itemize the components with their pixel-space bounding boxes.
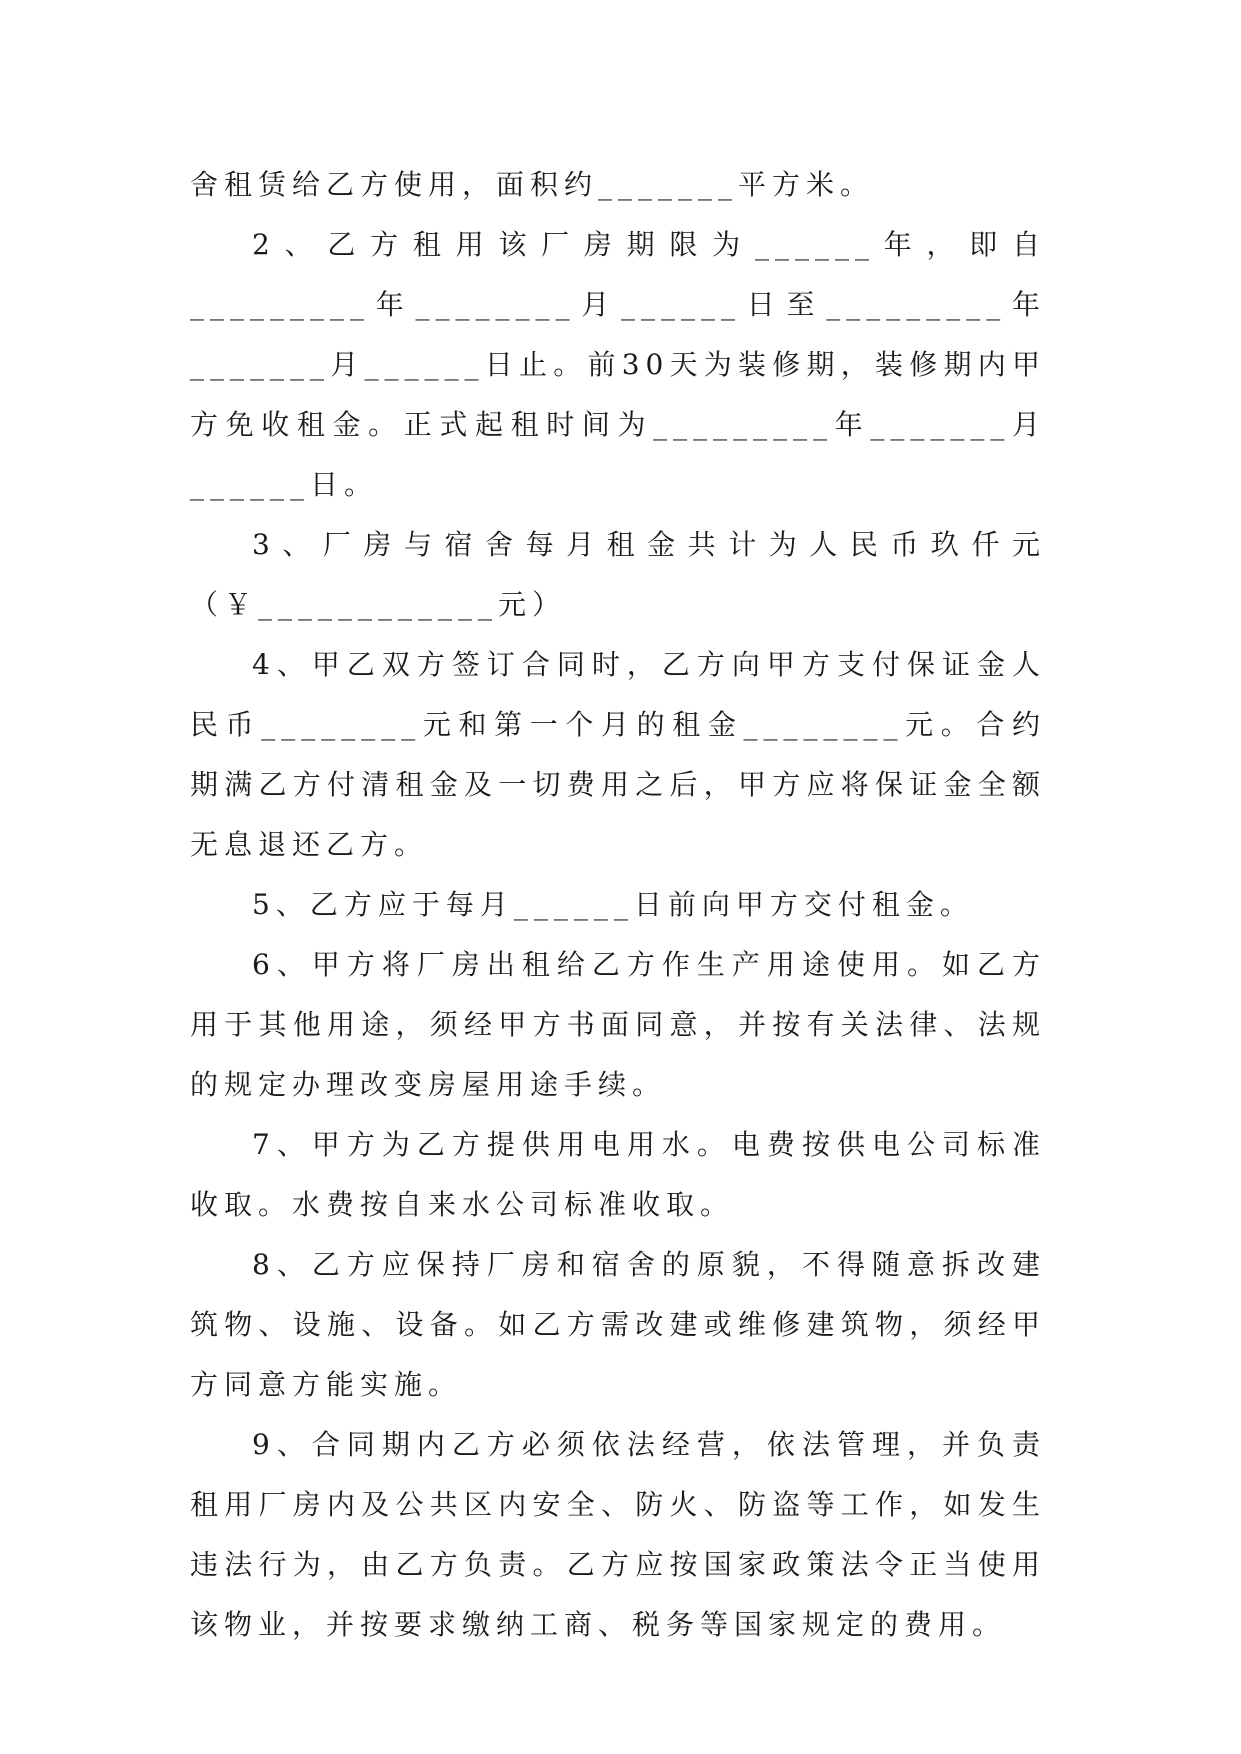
paragraph-continuation: 舍租赁给乙方使用，面积约_______平方米。 — [190, 168, 875, 201]
paragraph-clause-8: 8、乙方应保持厂房和宿舍的原貌，不得随意拆改建筑物、设施、设备。如乙方需改建或维修建筑物，须经甲方同意方能实施。 — [190, 1248, 1046, 1401]
paragraph-clause-2: 2、乙方租用该厂房期限为______年，即自_________年________月______日至_________年_______月______日止。前30天为装修期，装修期内甲方免收租金。正式起租时间为_________年_______月______日。 — [190, 228, 1046, 501]
paragraph-clause-7: 7、甲方为乙方提供用电用水。电费按供电公司标准收取。水费按自来水公司标准收取。 — [190, 1128, 1046, 1221]
paragraph-clause-5: 5、乙方应于每月______日前向甲方交付租金。 — [252, 888, 974, 921]
paragraph-clause-4: 4、甲乙双方签订合同时，乙方向甲方支付保证金人民币________元和第一个月的租金________元。合约期满乙方付清租金及一切费用之后，甲方应将保证金全额无息退还乙方。 — [190, 648, 1046, 861]
paragraph-clause-3: 3、厂房与宿舍每月租金共计为人民币玖仟元（￥____________元） — [190, 528, 1046, 621]
document-body — [190, 155, 1046, 1655]
paragraph-clause-9: 9、合同期内乙方必须依法经营，依法管理，并负责租用厂房内及公共区内安全、防火、防盗等工作，如发生违法行为，由乙方负责。乙方应按国家政策法令正当使用该物业，并按要求缴纳工商、税务等国家规定的费用。 — [190, 1428, 1046, 1641]
paragraph-clause-6: 6、甲方将厂房出租给乙方作生产用途使用。如乙方用于其他用途，须经甲方书面同意，并按有关法律、法规的规定办理改变房屋用途手续。 — [190, 948, 1046, 1101]
